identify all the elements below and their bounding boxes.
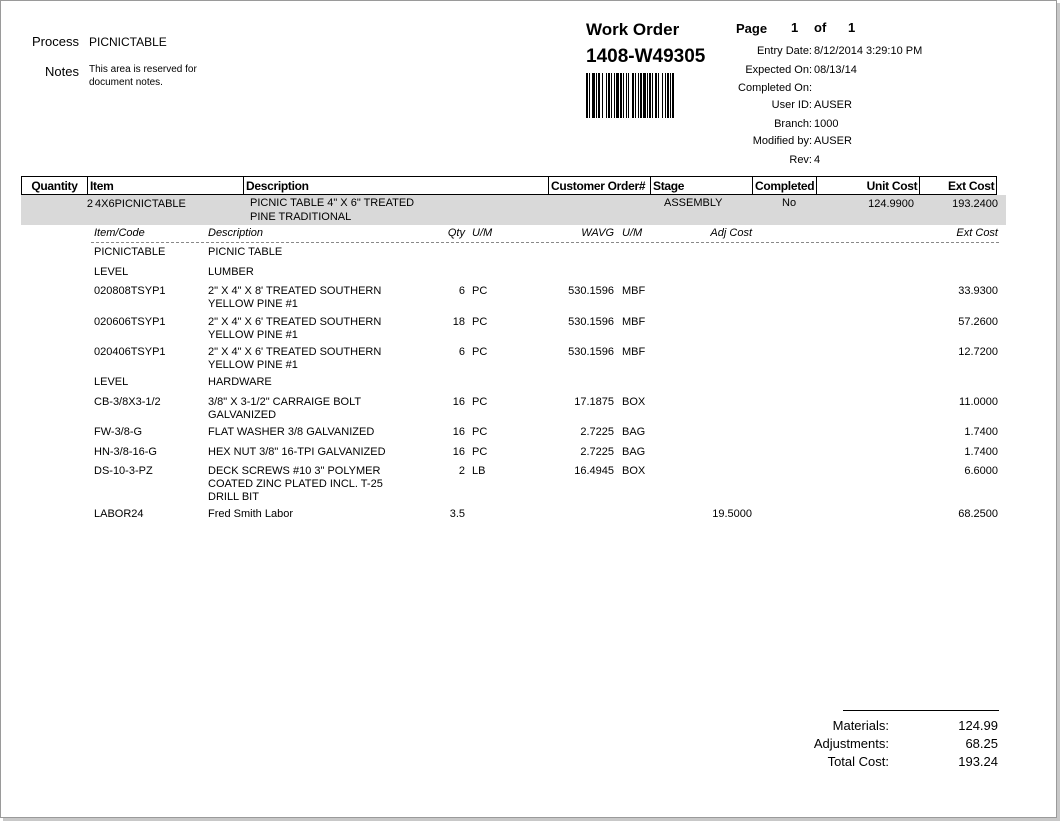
component-d1: DECK SCREWS #10 3" POLYMER [208, 465, 381, 477]
component-description-continued: DRILL BIT [208, 491, 259, 503]
main-item-desc-2: PINE TRADITIONAL [250, 211, 352, 223]
component-um: PC [472, 316, 488, 328]
main-item-ext-cost: 193.2400 [952, 198, 998, 210]
component-code: PICNICTABLE [94, 246, 166, 258]
component-ext: 57.2600 [958, 316, 998, 328]
component-wavg: 530.1596 [568, 346, 614, 358]
user-id-value: AUSER [814, 99, 852, 111]
component-qty: 18 [452, 316, 465, 328]
component-um2: BOX [622, 465, 646, 477]
component-d1: 3/8" X 3-1/2" CARRAIGE BOLT [208, 396, 362, 408]
rev-label: Rev: [789, 154, 812, 166]
entry-date-value: 8/12/2014 3:29:10 PM [814, 45, 923, 57]
sub-col-item-code: Item/Code [94, 227, 145, 239]
page-label: Page [736, 21, 768, 36]
component-ext: 1.7400 [964, 446, 998, 458]
component-um: PC [472, 285, 488, 297]
col-quantity: Quantity [22, 177, 88, 195]
component-ext: 11.0000 [959, 396, 998, 408]
page-number: 1 [791, 20, 799, 35]
column-header-table [21, 176, 997, 195]
main-item-desc-1: PICNIC TABLE 4" X 6" TREATED [250, 197, 415, 209]
component-d1: HEX NUT 3/8" 16-TPI GALVANIZED [208, 446, 386, 458]
adjustments-value: 68.25 [965, 736, 998, 751]
component-description-continued: YELLOW PINE #1 [208, 298, 298, 310]
component-d1: FLAT WASHER 3/8 GALVANIZED [208, 426, 375, 438]
materials-label: Materials: [832, 718, 889, 733]
col-item: Item [88, 177, 244, 195]
adjustments-label: Adjustments: [813, 736, 889, 751]
component-um: PC [472, 446, 488, 458]
component-um2: MBF [622, 346, 646, 358]
component-d1: 2" X 4" X 6' TREATED SOUTHERN [208, 316, 382, 328]
sub-col-description: Description [208, 227, 264, 239]
col-stage: Stage [651, 177, 753, 195]
main-item-code: 4X6PICNICTABLE [95, 198, 186, 210]
component-code: LEVEL [94, 266, 129, 278]
component-code: FW-3/8-G [94, 426, 143, 438]
branch-value: 1000 [814, 118, 839, 130]
component-code: HN-3/8-16-G [94, 446, 157, 458]
col-description: Description [244, 177, 549, 195]
component-ext: 12.7200 [958, 346, 998, 358]
completed-on-label: Completed On: [738, 82, 812, 94]
sub-header-divider [91, 242, 999, 243]
totals-divider [843, 710, 999, 711]
component-wavg: 17.1875 [574, 396, 614, 408]
component-description-continued: YELLOW PINE #1 [208, 329, 298, 341]
col-ext-cost: Ext Cost [920, 177, 997, 195]
component-d1: HARDWARE [208, 376, 272, 388]
process-label: Process [32, 34, 79, 49]
component-d1: 2" X 4" X 6' TREATED SOUTHERN [208, 346, 382, 358]
component-qty: 3.5 [449, 508, 465, 520]
component-um: LB [472, 465, 486, 477]
component-code: LABOR24 [94, 508, 144, 520]
component-qty: 2 [458, 465, 465, 477]
notes-label: Notes [45, 64, 79, 79]
col-completed: Completed [753, 177, 817, 195]
component-code: 020406TSYP1 [94, 346, 166, 358]
component-wavg: 530.1596 [568, 285, 614, 297]
component-d1: LUMBER [208, 266, 254, 278]
component-wavg: 16.4945 [574, 465, 614, 477]
main-item-quantity: 2 [86, 198, 93, 210]
component-code: CB-3/8X3-1/2 [94, 396, 161, 408]
total-cost-value: 193.24 [958, 754, 998, 769]
of-label: of [814, 20, 827, 35]
component-code: DS-10-3-PZ [94, 465, 153, 477]
rev-value: 4 [814, 154, 821, 166]
component-d1: Fred Smith Labor [208, 508, 293, 520]
expected-on-label: Expected On: [745, 64, 812, 76]
component-code: 020808TSYP1 [94, 285, 166, 297]
main-item-completed: No [782, 197, 797, 209]
component-um: PC [472, 346, 488, 358]
document-title: Work Order [586, 20, 680, 39]
barcode-image [586, 73, 722, 118]
component-wavg: 2.7225 [580, 446, 614, 458]
component-d1: 2" X 4" X 8' TREATED SOUTHERN [208, 285, 382, 297]
expected-on-value: 08/13/14 [814, 64, 857, 76]
modified-by-value: AUSER [814, 135, 852, 147]
sub-col-um-2: U/M [622, 227, 643, 239]
main-item-stage: ASSEMBLY [664, 197, 723, 209]
component-description-continued: GALVANIZED [208, 409, 277, 421]
page-total: 1 [848, 20, 856, 35]
sub-col-um: U/M [472, 227, 493, 239]
component-um2: BOX [622, 396, 646, 408]
component-um2: BAG [622, 426, 646, 438]
component-description-continued: YELLOW PINE #1 [208, 359, 298, 371]
component-um2: MBF [622, 316, 646, 328]
work-order-number: 1408-W49305 [586, 46, 706, 67]
notes-line-1: This area is reserved for [89, 64, 197, 75]
sub-col-adj-cost: Adj Cost [710, 227, 752, 239]
process-value: PICNICTABLE [89, 35, 167, 49]
main-item-unit-cost: 124.9900 [868, 198, 914, 210]
materials-value: 124.99 [958, 718, 998, 733]
component-qty: 16 [452, 446, 465, 458]
component-description-continued: COATED ZINC PLATED INCL. T-25 [208, 478, 383, 490]
col-customer-order: Customer Order# [549, 177, 651, 195]
modified-by-label: Modified by: [752, 135, 812, 147]
sub-col-ext-cost: Ext Cost [956, 227, 998, 239]
component-qty: 16 [452, 396, 465, 408]
component-um: PC [472, 396, 488, 408]
component-code: 020606TSYP1 [94, 316, 166, 328]
component-ext: 1.7400 [964, 426, 998, 438]
component-qty: 6 [458, 346, 465, 358]
user-id-label: User ID: [771, 99, 812, 111]
sub-col-qty: Qty [447, 227, 465, 239]
component-qty: 6 [458, 285, 465, 297]
component-ext: 33.9300 [958, 285, 998, 297]
component-ext: 68.2500 [958, 508, 998, 520]
component-um2: BAG [622, 446, 646, 458]
component-um2: MBF [622, 285, 646, 297]
component-qty: 16 [452, 426, 465, 438]
sub-col-wavg: WAVG [581, 227, 614, 239]
component-wavg: 530.1596 [568, 316, 614, 328]
notes-line-2: document notes. [89, 77, 163, 88]
branch-label: Branch: [774, 118, 812, 130]
component-d1: PICNIC TABLE [208, 246, 283, 258]
component-ext: 6.6000 [964, 465, 998, 477]
barcode-bar [674, 73, 675, 118]
col-unit-cost: Unit Cost [817, 177, 920, 195]
component-wavg: 2.7225 [580, 426, 614, 438]
component-um: PC [472, 426, 488, 438]
entry-date-label: Entry Date: [756, 45, 812, 57]
total-cost-label: Total Cost: [827, 754, 889, 769]
component-adj: 19.5000 [712, 508, 752, 520]
component-code: LEVEL [94, 376, 129, 388]
